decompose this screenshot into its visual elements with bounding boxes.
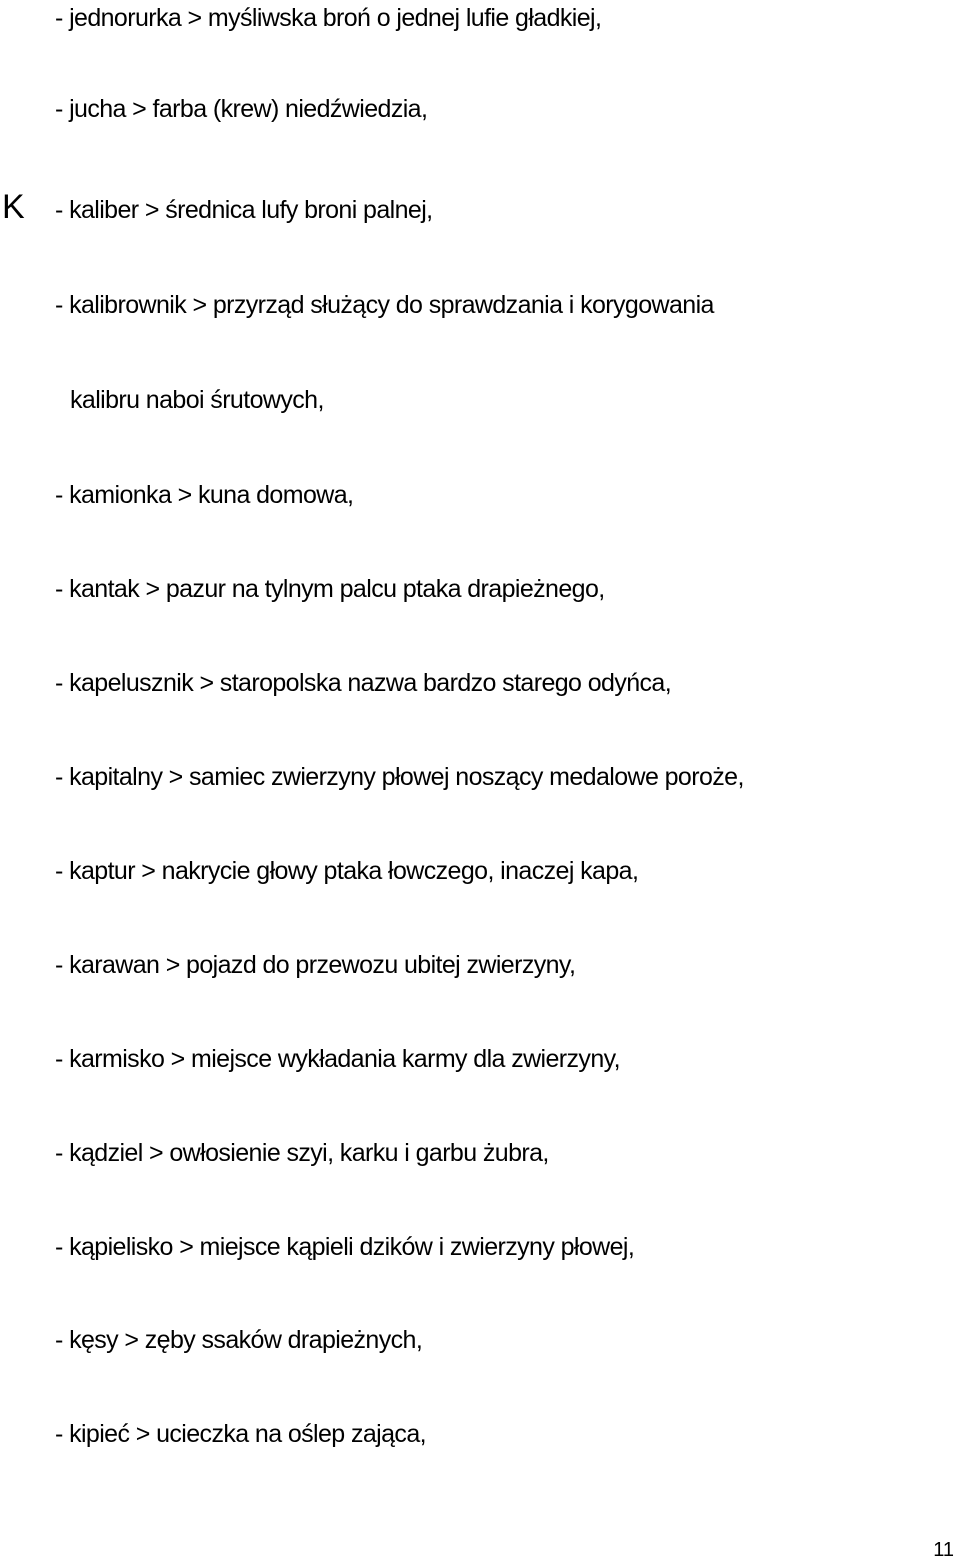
glossary-entry-kalibrownik-continued: kalibru naboi śrutowych,	[70, 386, 324, 414]
glossary-entry-kalibrownik: - kalibrownik > przyrząd służący do sprawdzania i korygowania	[55, 291, 714, 319]
glossary-entry-kapielisko: - kąpielisko > miejsce kąpieli dzików i zwierzyny płowej,	[55, 1233, 635, 1261]
glossary-entry-kantak: - kantak > pazur na tylnym palcu ptaka drapieżnego,	[55, 575, 605, 603]
glossary-entry-kapitalny: - kapitalny > samiec zwierzyny płowej noszący medalowe poroże,	[55, 763, 744, 791]
glossary-entry-kapelusznik: - kapelusznik > staropolska nazwa bardzo starego odyńca,	[55, 669, 672, 697]
glossary-entry-kamionka: - kamionka > kuna domowa,	[55, 481, 354, 509]
glossary-entry-karawan: - karawan > pojazd do przewozu ubitej zwierzyny,	[55, 951, 576, 979]
glossary-entry-jednorurka: - jednorurka > myśliwska broń o jednej lufie gładkiej,	[55, 4, 602, 32]
glossary-entry-kesy: - kęsy > zęby ssaków drapieżnych,	[55, 1326, 423, 1354]
page-number: 11	[933, 1539, 954, 1561]
glossary-entry-kipiec: - kipieć > ucieczka na oślep zająca,	[55, 1420, 426, 1448]
glossary-entry-jucha: - jucha > farba (krew) niedźwiedzia,	[55, 95, 428, 123]
section-letter-k: K	[2, 188, 24, 226]
glossary-entry-kadziel: - kądziel > owłosienie szyi, karku i garbu żubra,	[55, 1139, 549, 1167]
glossary-entry-kaliber: - kaliber > średnica lufy broni palnej,	[55, 196, 433, 224]
glossary-entry-karmisko: - karmisko > miejsce wykładania karmy dla zwierzyny,	[55, 1045, 621, 1073]
glossary-entry-kaptur: - kaptur > nakrycie głowy ptaka łowczego, inaczej kapa,	[55, 857, 639, 885]
